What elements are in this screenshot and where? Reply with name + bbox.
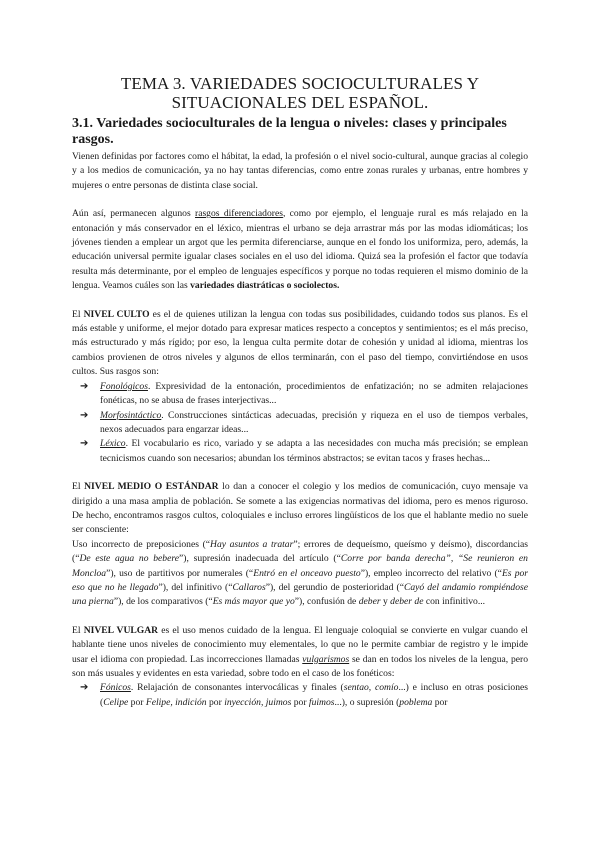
example: inyección, juimos	[224, 696, 292, 708]
paragraph-nivel-culto	[72, 308, 528, 380]
paragraph-rasgos	[72, 207, 528, 293]
text-span: es el uso menos cuidado de la lengua. El lenguaje coloquial se convierte en vulgar cuando el hablante tiene unos niveles de conocimiento muy elementales, lo que no le permite cambiar de registro y le impide usar el idioma con propiedad. Las incorrecciones llamadas	[72, 624, 528, 665]
paragraph-medio-ejemplos	[72, 538, 528, 610]
text-span: lo dan a conocer el colegio y los medios de comunicación, cuyo mensaje va dirigido a una masa amplia de población. Se somete a las exigencias normativas del idioma, pero es menos riguroso. De hecho, encontramos rasgos cultos, coloquiales e incluso errores lingüísticos de los que el hablante medio no suele ser consciente:	[72, 481, 528, 536]
list-item	[80, 681, 528, 710]
example: Es más mayor que yo	[212, 596, 295, 608]
example: fuimos	[308, 696, 335, 708]
text-span: por	[432, 696, 448, 708]
item-text: . El vocabulario es rico, variado y se adapta a las necesidades con mucha más precisión; se emplean tecnicismos cuando son necesarios; abundan los términos abstractos; se evitan tacos y frases hechas...	[100, 438, 528, 464]
example: Callaros	[232, 581, 266, 593]
example: Celipe	[103, 696, 129, 708]
bold-term: NIVEL CULTO	[83, 308, 150, 320]
text-span: El	[72, 624, 84, 636]
item-text: . Expresividad de la entonación, procedimientos de enfatización; no se admiten relajaciones fonéticas, no se abusa de frases interjectivas...	[100, 380, 528, 407]
text-span: ...), o supresión (	[334, 696, 400, 708]
list-item	[80, 380, 528, 409]
example: Es por eso que no he llegado	[72, 567, 529, 593]
example: poblema	[399, 696, 433, 708]
text-span: . Relajación de consonantes intervocálicas y finales (	[130, 682, 344, 694]
text-span: se dan en todos los niveles de la lengua, pero son más usuales y evidentes en esta variedad, sobre todo en el caso de los fonéticos:	[72, 653, 528, 679]
text-span: ”), del infinitivo (“	[158, 581, 233, 593]
example: Cayó del andamio rompiéndose una pierna	[72, 581, 528, 608]
bold-term: NIVEL VULGAR	[83, 624, 159, 636]
text-span: por	[206, 696, 225, 708]
paragraph-intro: Vienen definidas por factores como el hábitat, la edad, la profesión o el nivel socio-cultural, aunque gracias al colegio y a los medios de comunicación, ya no hay tantas diferencias, como entre zonas rurales y urbanas, entre hombres y mujeres o entre personas de distinta clase social.	[72, 151, 528, 191]
text-span: ”), uso de partitivos por numerales (“	[106, 567, 254, 579]
title-line-2: SITUACIONALES DEL ESPAÑOL.	[171, 93, 429, 112]
example: Corre por banda derecha”, “Se reunieron en Moncloa	[72, 553, 528, 579]
text-span: Uso incorrecto de preposiciones (“	[72, 538, 211, 550]
item-text: . Construcciones sintácticas adecuadas, precisión y riqueza en el uso de tiempos verbales, nexos adecuados para engarzar ideas...	[100, 409, 528, 435]
text-span: ”; errores de dequeísmo, queísmo y deísmo), discordancias (“	[72, 538, 528, 565]
text-span: ...) e incluso en otras posiciones (	[100, 682, 529, 708]
text-span: es el de quienes utilizan la lengua con todas sus posibilidades, cuidando todos sus planos. Es el más estable y uniforme, el mejor dotado para expresar matices respecto a conceptos y sentimientos; es el más preciso, más estructurado y más rígido; por eso, la lengua culta permite dotar de cohesión y unidad al idioma, mientras los cambios provienen de otros niveles y algunos de ellos terminarán, con el paso del tiempo, convirtiéndose en usos cultos. Sus rasgos son:	[72, 308, 528, 378]
text-span: ”), supresión inadecuada del artículo (“	[179, 553, 341, 565]
text-span: ”), empleo incorrecto del relativo (“	[360, 567, 502, 579]
rasgos-link: rasgos diferenciadores	[195, 208, 283, 220]
text-span: ”), de los comparativos (“	[113, 596, 213, 608]
text-span: Aún así, permanecen algunos	[72, 208, 195, 220]
list-item	[80, 437, 528, 466]
list-item	[80, 409, 528, 438]
example: Felipe, indición	[145, 696, 207, 708]
example: deber de	[390, 596, 424, 608]
text-span: con infinitivo...	[423, 596, 486, 608]
item-label: Léxico	[100, 438, 126, 450]
title-line-1: TEMA 3. VARIEDADES SOCIOCULTURALES Y	[120, 74, 480, 93]
paragraph-nivel-vulgar	[72, 624, 528, 682]
text-span: El	[72, 481, 85, 493]
arrow-icon: ➔	[80, 438, 89, 450]
example: Entró en el onceavo puesto	[253, 567, 361, 579]
document-page	[72, 74, 528, 710]
paragraph-nivel-medio	[72, 480, 528, 538]
bold-term: variedades diastráticas o sociolectos.	[190, 280, 340, 292]
bold-term: NIVEL MEDIO O ESTÁNDAR	[84, 481, 219, 493]
arrow-icon: ➔	[80, 380, 89, 392]
text-span: y	[380, 596, 391, 608]
text-span: ”), del gerundio de posterioridad (“	[265, 581, 404, 593]
text-span: El	[72, 308, 84, 320]
item-label: Morfosintáctico	[100, 409, 162, 421]
example: sentao, comío	[343, 682, 399, 694]
arrow-icon: ➔	[80, 682, 89, 694]
item-label: Fonológicos	[100, 380, 148, 392]
example: deber	[358, 596, 381, 608]
example: Hay asuntos a tratar	[210, 538, 294, 550]
text-span: , como por ejemplo, el lenguaje rural es más relajado en la entonación y más conservador en el léxico, mientras el urbano se deja arrastrar más por las modas idiomáticas; los jóvenes tienden a emplear un argot que les permita diferenciarse, aunque en el fondo los uniformiza, pero, además, la educación universal permite igualar clases sociales en el uso del idioma. Quizá sea la profesión el factor que todavía resulta más determinante, por el empleo de lenguajes específicos y porque no todas requieren el mismo dominio de la lengua. Veamos cuáles son las	[72, 208, 528, 292]
text-span: por	[291, 696, 309, 708]
vulgarismos-term: vulgarismos	[302, 653, 350, 665]
text-span: ”), confusión de	[294, 596, 359, 608]
example: De este agua no bebere	[79, 553, 179, 565]
text-span: por	[128, 696, 146, 708]
section-heading: 3.1. Variedades socioculturales de la lengua o niveles: clases y principales rasgos.	[72, 116, 507, 147]
culto-rasgos-list	[72, 380, 528, 466]
arrow-icon: ➔	[80, 409, 89, 421]
vulgar-rasgos-list	[72, 681, 528, 710]
item-label: Fónicos	[100, 682, 131, 694]
document-title	[72, 74, 528, 112]
